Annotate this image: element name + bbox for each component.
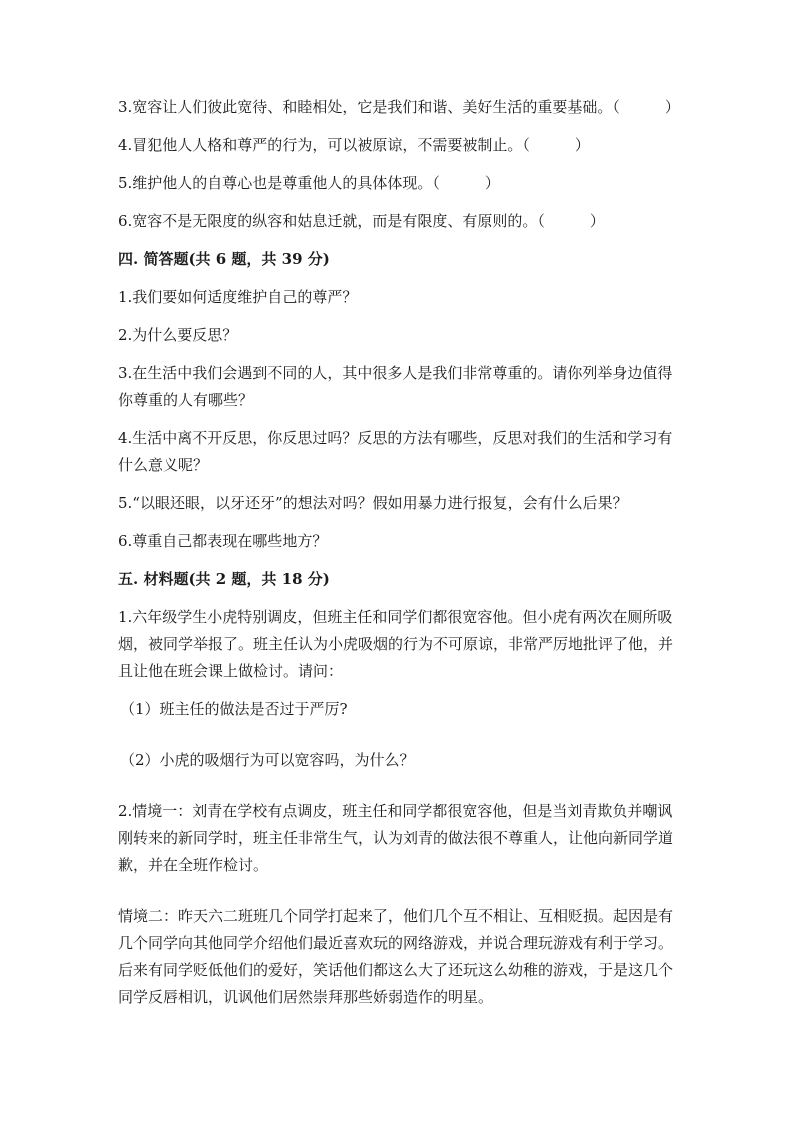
material-q1-sub1: （1）班主任的做法是否过于严厉?: [120, 700, 348, 718]
material-heading: 五. 材料题(共 2 题，共 18 分): [118, 570, 330, 588]
judgement-q3: 3.宽容让人们彼此宽待、和睦相处，它是我们和谐、美好生活的重要基础。（ ）: [118, 98, 680, 116]
judgement-q5: 5.维护他人的自尊心也是尊重他人的具体体现。（ ）: [118, 174, 500, 192]
judgement-q4: 4.冒犯他人人格和尊严的行为，可以被原谅，不需要被制止。（ ）: [118, 136, 590, 154]
material-q1: 1.六年级学生小虎特别调皮，但班主任和同学们都很宽容他。但小虎有两次在厕所吸烟，被同学举报了。班主任认为小虎吸烟的行为不可原谅，非常严厉地批评了他，并且让他在班会课上做检讨。请问：: [118, 608, 674, 680]
judgement-q6: 6.宽容不是无限度的纵容和姑息迁就，而是有限度、有原则的。（ ）: [118, 212, 605, 230]
short-answer-q2: 2.为什么要反思？: [118, 326, 238, 344]
short-answer-q6: 6.尊重自己都表现在哪些地方？: [118, 532, 328, 550]
short-answer-q1: 1.我们要如何适度维护自己的尊严？: [118, 288, 358, 306]
material-q2-situation1: 2.情境一：刘青在学校有点调皮，班主任和同学都很宽容他，但是当刘青欺负并嘲讽刚转来的新同学时，班主任非常生气，认为刘青的做法很不尊重人，让他向新同学道歉，并在全班作检讨。: [118, 802, 674, 874]
material-q1-sub2: （2）小虎的吸烟行为可以宽容吗，为什么？: [120, 751, 415, 769]
short-answer-q5: 5.“以眼还眼，以牙还牙”的想法对吗？假如用暴力进行报复，会有什么后果？: [118, 494, 628, 512]
material-q2-situation2: 情境二：昨天六二班班几个同学打起来了，他们几个互不相让、互相贬损。起因是有几个同学向其他同学介绍他们最近喜欢玩的网络游戏，并说合理玩游戏有利于学习。后来有同学贬低他们的爱好，笑话他们都这么大了还玩这么幼稚的游戏，于是这几个同学反唇相讥，讥讽他们居然崇拜那些娇弱造作的明星。: [118, 907, 674, 1006]
short-answer-q4: 4.生活中离不开反思，你反思过吗？反思的方法有哪些，反思对我们的生活和学习有什么意义呢？: [118, 429, 673, 474]
short-answer-heading: 四. 简答题(共 6 题，共 39 分): [118, 250, 330, 268]
page-content: [118, 94, 678, 1022]
short-answer-q3: 3.在生活中我们会遇到不同的人，其中很多人是我们非常尊重的。请你列举身边值得你尊重的人有哪些？: [118, 364, 673, 409]
